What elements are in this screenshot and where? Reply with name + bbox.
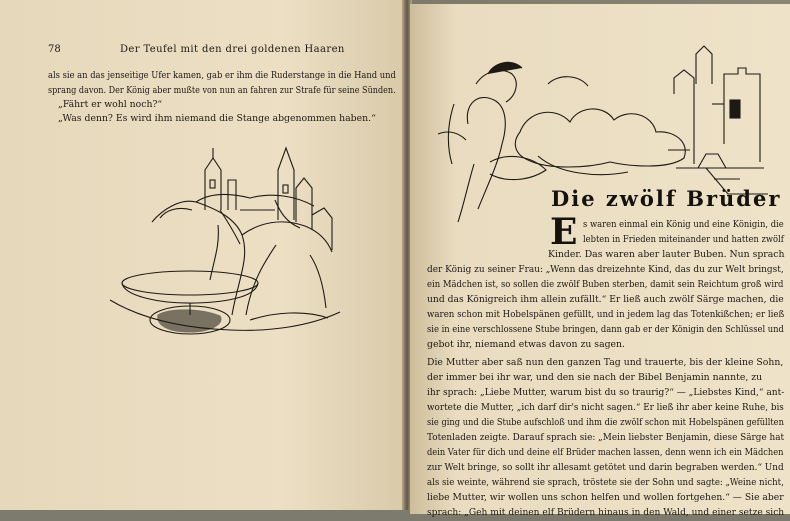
text-line: „Was denn? Es wird ihm niemand die Stange abgenommen haben.“ xyxy=(58,113,376,124)
text-line: Kinder. Das waren aber lauter Buben. Nun sprach xyxy=(548,249,785,260)
drop-cap: E xyxy=(550,211,578,253)
text-line: zur Welt bringe, so sollt ihr allesamt getötet und darin begraben werden.“ Und xyxy=(427,462,784,473)
text-line: liebe Mutter, wir wollen uns schon helfen und wollen fortgehen.“ — Sie aber xyxy=(427,492,784,503)
text-line: der immer bei ihr war, und den sie nach der Bibel Benjamin nannte, zu xyxy=(427,372,763,383)
text-line: als sie weinte, während sie sprach, tröstete sie der Sohn und sagte: „Weine nicht, xyxy=(427,477,784,488)
text-line: sprach: „Geh mit deinen elf Brüdern hinaus in den Wald, und einer setze sich xyxy=(427,507,785,518)
castle-fountain-illustration xyxy=(100,140,350,350)
text-line: sie ging und die Stube aufschloß und ihm die zwölf schon mit Hobelspänen gefüllten xyxy=(427,417,784,428)
story-title: Die zwölf Brüder xyxy=(551,186,782,211)
text-line: ihr sprach: „Liebe Mutter, warum bist du so traurig?“ — „Liebstes Kind,“ ant- xyxy=(427,387,785,398)
text-line: Totenladen zeigte. Darauf sprach sie: „Mein liebster Benjamin, diese Särge hat xyxy=(427,432,785,443)
running-title: Der Teufel mit den drei goldenen Haaren xyxy=(120,44,345,55)
text-line: sie in eine verschlossene Stube bringen, dann gab er der Königin den Schlüssel und xyxy=(427,324,784,335)
page-number: 78 xyxy=(48,44,61,55)
text-line: Die Mutter aber saß nun den ganzen Tag und trauerte, bis der kleine Sohn, xyxy=(427,357,784,368)
text-line: waren schon mit Hobelspänen gefüllt, und in jedem lag das Totenkißchen; er ließ xyxy=(427,309,785,320)
text-line: gebot ihr, niemand etwas davon zu sagen. xyxy=(427,339,626,350)
text-line: ein Mädchen ist, so sollen die zwölf Buben sterben, damit sein Reichtum groß wird xyxy=(427,279,784,290)
text-line: und das Königreich ihm allein zufällt.“ Er ließ auch zwölf Särge machen, die xyxy=(427,294,784,305)
text-line: wortete die Mutter, „ich darf dir's nicht sagen.“ Er ließ ihr aber keine Ruhe, bis xyxy=(427,402,784,413)
text-line: dein Vater für dich und deine elf Brüder machen lassen, denn wenn ich ein Mädchen xyxy=(427,447,784,458)
text-line: s waren einmal ein König und eine Königin, die xyxy=(583,219,784,230)
text-line: als sie an das jenseitige Ufer kamen, gab er ihm die Ruderstange in die Hand und xyxy=(48,70,396,81)
text-line: lebten in Frieden miteinander und hatten zwölf xyxy=(583,234,784,245)
text-line: sprang davon. Der König aber mußte von nun an fahren zur Strafe für seine Sünden. xyxy=(48,85,396,96)
text-line: der König zu seiner Frau: „Wenn das dreizehnte Kind, das du zur Welt bringst, xyxy=(427,264,784,275)
text-line: „Fährt er wohl noch?“ xyxy=(58,99,163,110)
